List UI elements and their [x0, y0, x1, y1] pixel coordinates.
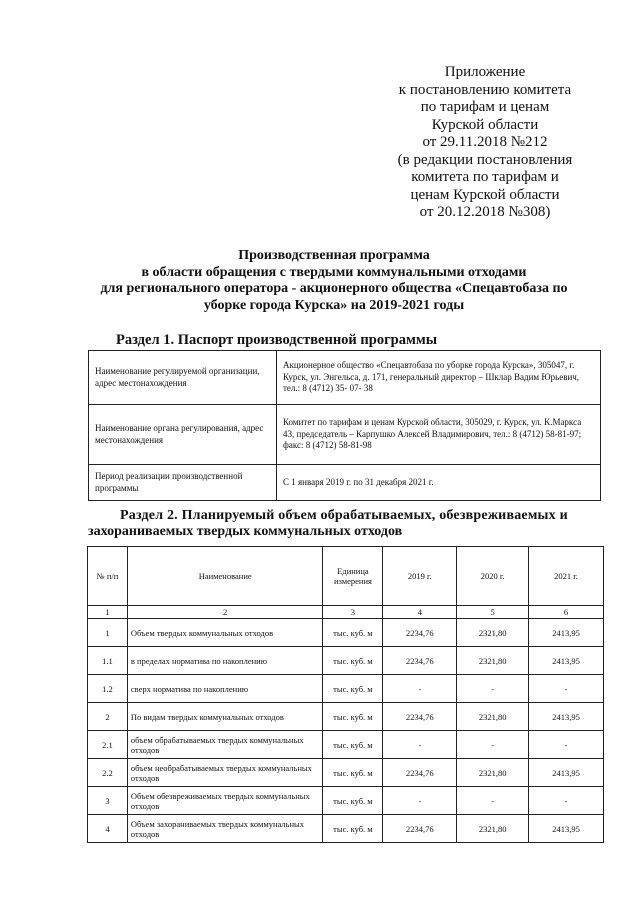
row-unit: тыс. куб. м — [323, 787, 383, 815]
appendix-line: от 29.11.2018 №212 — [422, 134, 548, 150]
column-number: 4 — [383, 606, 457, 619]
row-unit: тыс. куб. м — [323, 731, 383, 759]
section2-heading — [88, 508, 603, 540]
row-value-2021: 2413,95 — [529, 703, 604, 731]
row-number: 3 — [88, 787, 128, 815]
row-value-2021: - — [529, 731, 604, 759]
appendix-line: комитета по тарифам и — [411, 169, 559, 185]
row-value-2021: 2413,95 — [529, 647, 604, 675]
row-number: 1.1 — [88, 647, 128, 675]
row-value-2019: 2234,76 — [383, 815, 457, 843]
row-name: Объем твердых коммунальных отходов — [127, 619, 323, 647]
title-line: для регионального оператора - акционерного общества «Спецавтобаза по — [100, 281, 568, 296]
column-number: 5 — [457, 606, 529, 619]
table-row — [88, 703, 604, 731]
table-row — [88, 759, 604, 787]
row-name: сверх норматива по накоплению — [127, 675, 323, 703]
section2-heading-line: захораниваемых твердых коммунальных отходов — [88, 524, 403, 539]
row-value-2021: 2413,95 — [529, 815, 604, 843]
row-number: 1 — [88, 619, 128, 647]
passport-table — [88, 350, 601, 501]
row-number: 1.2 — [88, 675, 128, 703]
row-unit: тыс. куб. м — [323, 759, 383, 787]
row-name: объем необрабатываемых твердых коммунальных отходов — [127, 759, 323, 787]
row-name: Объем захораниваемых твердых коммунальных отходов — [127, 815, 323, 843]
appendix-line: (в редакции постановления — [397, 151, 573, 168]
table-row — [88, 647, 604, 675]
appendix-line: от 20.12.2018 №308) — [419, 204, 551, 220]
row-value-2020: 2321,80 — [457, 647, 529, 675]
passport-value: Комитет по тарифам и ценам Курской области, 305029, г. Курск, ул. К.Маркса 43, председатель – Карпушко Алексей Владимирович, тел.: 8 (4712) 58-81-97; факс: 8 (4712) 58-81-98 — [277, 405, 601, 465]
row-value-2020: 2321,80 — [457, 815, 529, 843]
row-value-2019: - — [383, 787, 457, 815]
header-2020: 2020 г. — [457, 547, 529, 606]
row-number: 4 — [88, 815, 128, 843]
passport-row — [89, 351, 601, 405]
title-line: уборке города Курска» на 2019-2021 годы — [203, 297, 465, 313]
header-no: № п/п — [88, 547, 128, 606]
header-row — [88, 547, 604, 606]
row-value-2021: - — [529, 675, 604, 703]
row-value-2019: 2234,76 — [383, 647, 457, 675]
row-value-2020: - — [457, 675, 529, 703]
row-unit: тыс. куб. м — [323, 815, 383, 843]
passport-value: С 1 января 2019 г. по 31 декабря 2021 г. — [277, 465, 601, 501]
column-number: 1 — [88, 606, 128, 619]
row-value-2019: 2234,76 — [383, 619, 457, 647]
row-number: 2 — [88, 703, 128, 731]
row-name: Объем обезвреживаемых твердых коммунальных отходов — [127, 787, 323, 815]
row-value-2020: - — [457, 787, 529, 815]
header-2019: 2019 г. — [383, 547, 457, 606]
table-row — [88, 619, 604, 647]
row-name: объем обрабатываемых твердых коммунальных отходов — [127, 731, 323, 759]
row-value-2020: - — [457, 731, 529, 759]
row-number: 2.1 — [88, 731, 128, 759]
row-value-2020: 2321,80 — [457, 619, 529, 647]
row-name: в пределах норматива по накоплению — [127, 647, 323, 675]
row-unit: тыс. куб. м — [323, 619, 383, 647]
row-unit: тыс. куб. м — [323, 647, 383, 675]
appendix-line: Приложение — [444, 64, 526, 80]
title-line: Производственная программа — [238, 248, 430, 263]
header-2021: 2021 г. — [529, 547, 604, 606]
row-unit: тыс. куб. м — [323, 675, 383, 703]
section2-heading-line: Раздел 2. Планируемый объем обрабатываемых, обезвреживаемых и — [120, 508, 568, 523]
appendix-line: Курской области — [431, 116, 539, 133]
passport-row — [89, 405, 601, 465]
appendix-line: ценам Курской области — [410, 186, 560, 203]
row-value-2021: - — [529, 787, 604, 815]
table-row — [88, 731, 604, 759]
row-value-2019: - — [383, 731, 457, 759]
column-number: 3 — [323, 606, 383, 619]
row-value-2019: 2234,76 — [383, 703, 457, 731]
row-value-2019: - — [383, 675, 457, 703]
appendix-block — [360, 64, 610, 222]
header-name: Наименование — [127, 547, 323, 606]
document-title — [60, 248, 608, 314]
passport-label: Период реализации производственной программы — [89, 465, 277, 501]
row-number: 2.2 — [88, 759, 128, 787]
table-row — [88, 787, 604, 815]
row-unit: тыс. куб. м — [323, 703, 383, 731]
column-number: 2 — [127, 606, 323, 619]
row-value-2021: 2413,95 — [529, 759, 604, 787]
column-number-row — [88, 606, 604, 619]
passport-value: Акционерное общество «Спецавтобаза по уборке города Курска», 305047, г. Курск, ул. Энгельса, д. 171, генеральный директор – Шклар Вадим Юрьевич, тел.: 8 (4712) 35- 07- 38 — [277, 351, 601, 405]
passport-label: Наименование органа регулирования, адрес местонахождения — [89, 405, 277, 465]
table-row — [88, 675, 604, 703]
table-row — [88, 815, 604, 843]
appendix-line: по тарифам и ценам — [420, 99, 550, 115]
row-value-2019: 2234,76 — [383, 759, 457, 787]
passport-label: Наименование регулируемой организации, адрес местонахождения — [89, 351, 277, 405]
passport-row — [89, 465, 601, 501]
row-value-2020: 2321,80 — [457, 759, 529, 787]
row-name: По видам твердых коммунальных отходов — [127, 703, 323, 731]
header-unit: Единица измерения — [323, 547, 383, 606]
column-number: 6 — [529, 606, 604, 619]
volumes-table — [87, 546, 604, 843]
appendix-line: к постановлению комитета — [398, 81, 572, 98]
title-line: в области обращения с твердыми коммунальными отходами — [141, 264, 527, 280]
row-value-2020: 2321,80 — [457, 703, 529, 731]
row-value-2021: 2413,95 — [529, 619, 604, 647]
section1-heading: Раздел 1. Паспорт производственной программы — [116, 332, 438, 348]
